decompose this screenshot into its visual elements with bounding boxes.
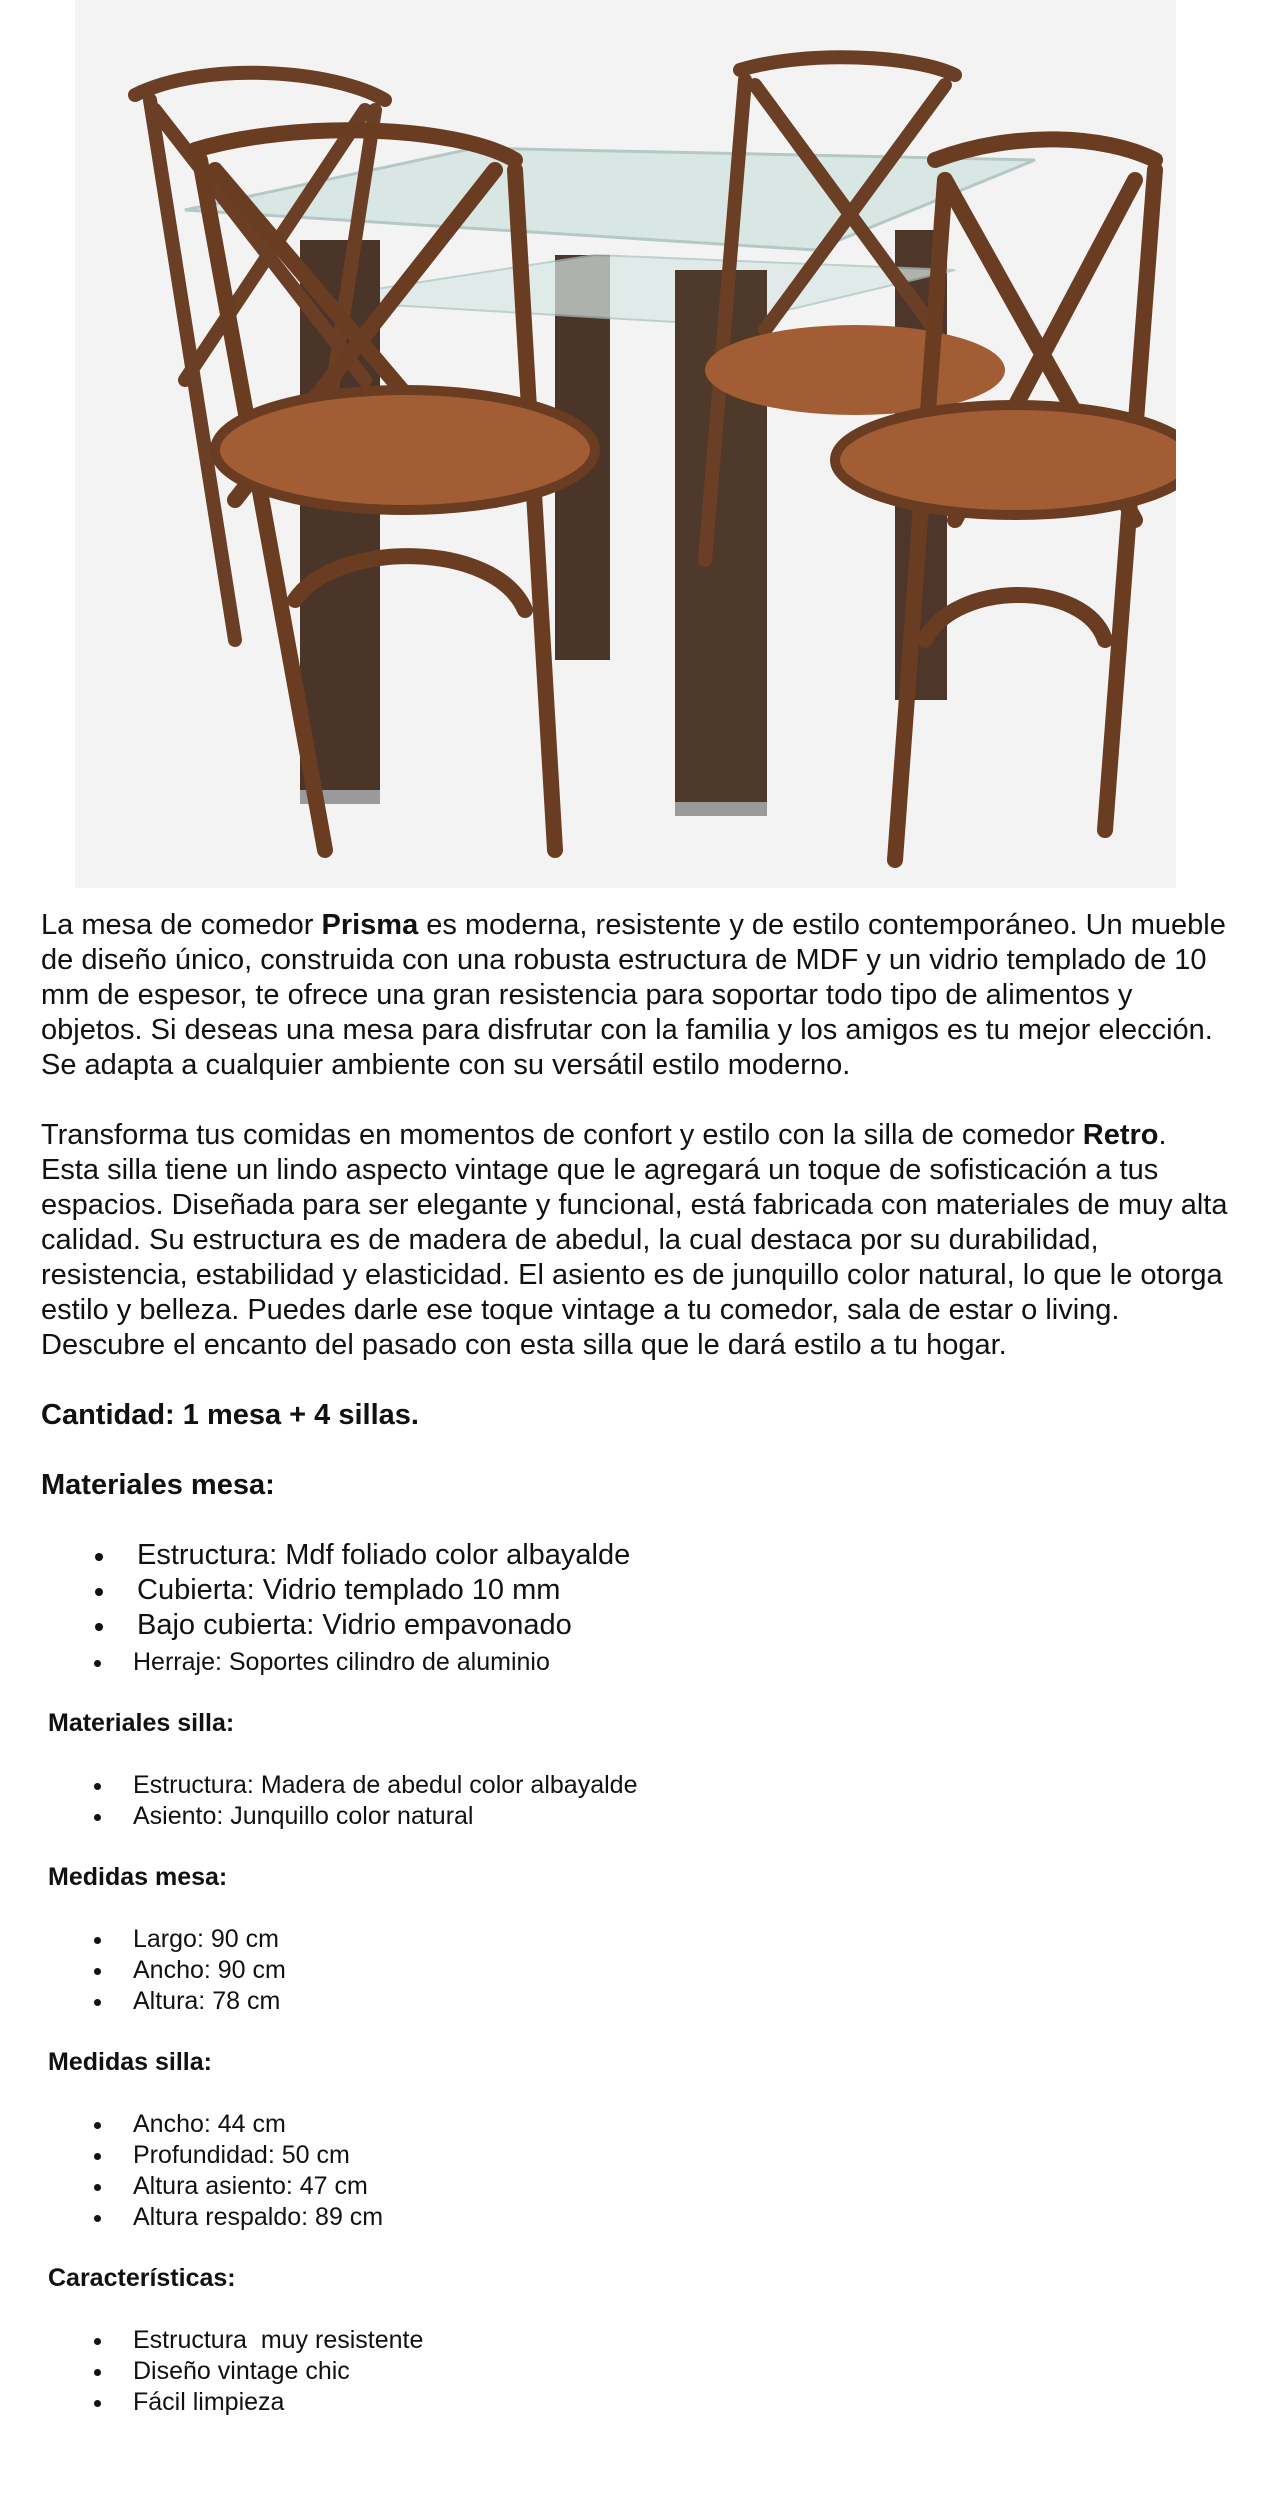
list-item: Ancho: 44 cm (41, 2109, 1231, 2140)
table-description (41, 908, 1231, 1083)
table-measures-list (41, 1924, 1231, 2017)
chair-measures-heading: Medidas silla: (48, 2048, 212, 2076)
list-item: Fácil limpieza (41, 2387, 1231, 2418)
table-measures-heading: Medidas mesa: (48, 1863, 228, 1891)
list-item: Profundidad: 50 cm (41, 2140, 1231, 2171)
list-item: Estructura muy resistente (41, 2325, 1231, 2356)
features-heading: Características: (48, 2264, 236, 2292)
chair-model-name: Retro (1082, 1119, 1159, 1151)
list-item: Altura respaldo: 89 cm (41, 2202, 1231, 2233)
chair-description (41, 1118, 1231, 1363)
list-item: Herraje: Soportes cilindro de aluminio (41, 1647, 1231, 1678)
features-list (41, 2325, 1231, 2418)
table-hardware-list (41, 1647, 1231, 1678)
table-materials-list (41, 1538, 1231, 1643)
dining-set-illustration (75, 0, 1176, 888)
list-item: Diseño vintage chic (41, 2356, 1231, 2387)
chair-materials-list (41, 1770, 1231, 1832)
list-item: Asiento: Junquillo color natural (41, 1801, 1231, 1832)
chair-measures-list (41, 2109, 1231, 2233)
chair-materials-heading: Materiales silla: (48, 1709, 235, 1737)
list-item: Bajo cubierta: Vidrio empavonado (41, 1608, 1231, 1643)
table-materials-heading: Materiales mesa: (41, 1469, 275, 1501)
list-item: Altura: 78 cm (41, 1986, 1231, 2017)
product-description (41, 908, 1231, 2418)
list-item: Estructura: Mdf foliado color albayalde (41, 1538, 1231, 1573)
product-image (75, 0, 1176, 888)
quantity-line: Cantidad: 1 mesa + 4 sillas. (41, 1399, 419, 1431)
table-description-body: es moderna, resistente y de estilo contemporáneo. Un mueble de diseño único, construida con una robusta estructura de MDF y un vidrio templado de 10 mm de espesor, te ofrece una gran resistencia para soportar todo tipo de alimentos y objetos. Si deseas una mesa para disfrutar con la familia y los amigos es tu mejor elección. Se adapta a cualquier ambiente con su versátil estilo moderno. (41, 909, 1226, 1081)
table-model-name: Prisma (321, 909, 419, 941)
list-item: Largo: 90 cm (41, 1924, 1231, 1955)
list-item: Estructura: Madera de abedul color albayalde (41, 1770, 1231, 1801)
chair-description-intro: Transforma tus comidas en momentos de confort y estilo con la silla de comedor (41, 1119, 1083, 1151)
chair-description-body: . Esta silla tiene un lindo aspecto vintage que le agregará un toque de sofisticación a tus espacios. Diseñada para ser elegante y funcional, está fabricada con materiales de muy alta calidad. Su estructura es de madera de abedul, la cual destaca por su durabilidad, resistencia, estabilidad y elasticidad. El asiento es de junquillo color natural, lo que le otorga estilo y belleza. Puedes darle ese toque vintage a tu comedor, sala de estar o living. Descubre el encanto del pasado con esta silla que le dará estilo a tu hogar. (41, 1119, 1228, 1361)
list-item: Cubierta: Vidrio templado 10 mm (41, 1573, 1231, 1608)
list-item: Ancho: 90 cm (41, 1955, 1231, 1986)
list-item: Altura asiento: 47 cm (41, 2171, 1231, 2202)
table-description-intro: La mesa de comedor (41, 909, 322, 941)
